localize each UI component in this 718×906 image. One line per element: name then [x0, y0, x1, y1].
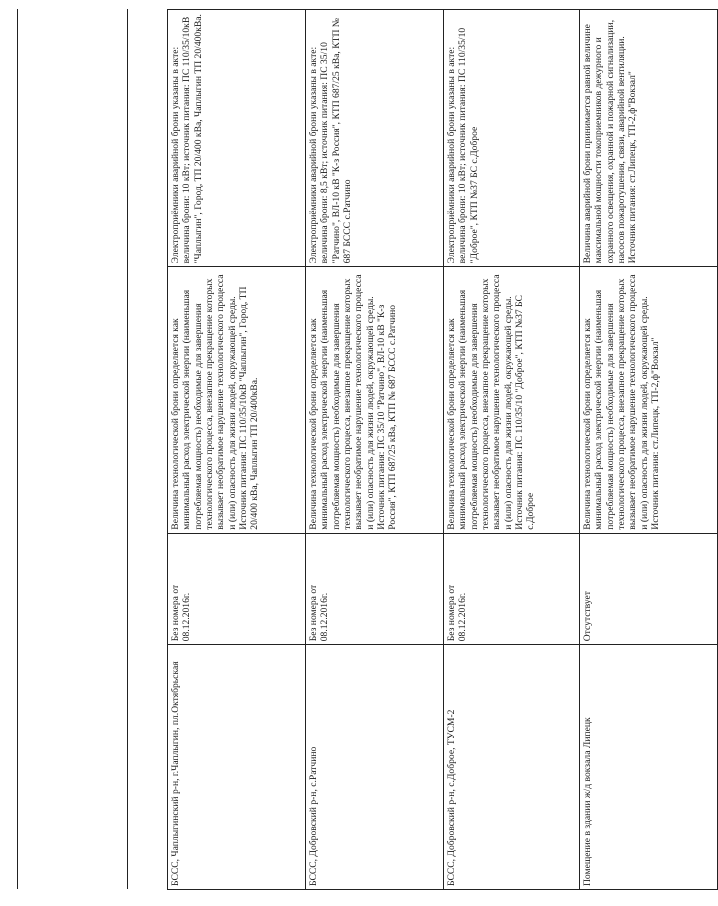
- table-row: [306, 10, 444, 890]
- tech-cell: [444, 267, 580, 533]
- tech-cell: [580, 267, 718, 533]
- emergency-text: Величина аварийной брони принимается равной величине максимальной мощности токоприемников дежурного и охранного освещения, охранной и пожарной сигнализации, насосов пожаротушения, связи, аварийной вентиляции. Источник питания: ст.Липецк, ТП-2,ф"Вокзал": [582, 19, 639, 264]
- table-row: [580, 10, 718, 890]
- object-cell: [444, 645, 580, 890]
- doc-text: Без номера от 08.12.2016г.: [446, 584, 469, 642]
- table-row: [128, 10, 168, 890]
- doc-cell: [18, 533, 128, 645]
- emergency-cell: [18, 10, 128, 267]
- reservation-table: [17, 9, 718, 890]
- object-text: БССС, Чаплыгинский р-н, г.Чаплыгин, пл.Октябрьская: [170, 661, 181, 886]
- doc-cell: [168, 533, 306, 645]
- emergency-cell: [306, 10, 444, 267]
- tech-cell: [18, 267, 128, 533]
- tech-text: Величина технологической брони определяется как минимальный расход электрической энергии (наименьшая потребляемая мощность) необходимые для завершения технологического процесса, внезапное прекращение которых вызывает необратимое нарушение технологического процесса и (или) опасность для жизни людей, окружающей среды. Источник питания: ст.Липецк, ТП-2,ф"Вокзал": [582, 274, 661, 530]
- doc-cell: [580, 533, 718, 645]
- rotated-table-container: [17, 9, 661, 890]
- emergency-text: Электроприёмники аварийной брони указаны в акте: величина брони: 8,5 кВт; источник питания: ПС 35/10 "Ратчино", ВЛ-10 кВ "К-з Россия", КТП 687/25 кВа, КТП № 687 БССС с.Ратчино: [308, 18, 353, 264]
- tech-cell: [306, 267, 444, 533]
- emergency-cell: [128, 10, 168, 267]
- tech-text: Величина технологической брони определяется как минимальный расход электрической энергии (наименьшая потребляемая мощность) необходимые для завершения технологического процесса, внезапное прекращение которых вызывает необратимое нарушение технологического процесса и (или) опасность для жизни людей, окружающей среды. Источник питания: ПС 110/35/10 "Доброе", КТП №37 БС с.Доброе: [446, 274, 537, 530]
- object-cell: [18, 645, 128, 890]
- table-row: [18, 10, 128, 890]
- doc-text: Без номера от 08.12.2016г.: [170, 584, 193, 642]
- doc-text: Без номера от 08.12.2016г.: [308, 584, 331, 642]
- doc-text: Отсутствует: [582, 591, 593, 642]
- object-cell: [168, 645, 306, 890]
- object-cell: [128, 645, 168, 890]
- object-cell: [306, 645, 444, 890]
- tech-text: Величина технологической брони определяется как минимальный расход электрической энергии (наименьшая потребляемая мощность) необходимые для завершения технологического процесса, внезапное прекращение которых вызывает необратимое нарушение технологического процесса и (или) опасность для жизни людей, окружающей среды. Источник питания: ПС 35/10 "Ратчино", ВЛ-10 кВ "К-з Россия", КТП 687/25 кВа, КТП № 687 БССС с.Ратчино: [308, 274, 399, 530]
- emergency-cell: [168, 10, 306, 267]
- object-text: Помещение в здании ж/д вокзала Липецк: [582, 717, 593, 886]
- tech-cell: [128, 267, 168, 533]
- emergency-cell: [580, 10, 718, 267]
- object-cell: [580, 645, 718, 890]
- object-text: БССС, Добровский р-н, с.Доброе, ТУСМ-2: [446, 709, 457, 886]
- doc-cell: [306, 533, 444, 645]
- object-text: БССС, Добровский р-н, с.Ратчино: [308, 746, 319, 886]
- doc-cell: [444, 533, 580, 645]
- tech-cell: [168, 267, 306, 533]
- emergency-text: Электроприёмники аварийной брони указаны в акте: величина брони: 10 кВт; источник питания: ПС 110/35/10кВ "Чаплыгин", Город, ТП 20/400 кВа, Чаплыгин ТП 20/400кВа.: [170, 14, 204, 264]
- doc-cell: [128, 533, 168, 645]
- emergency-text: Электроприёмники аварийной брони указаны в акте: величина брони: 10 кВт; источник питания: ПС 110/35/10 "Доброе", КТП №37 БС с.Доброе: [446, 27, 480, 264]
- emergency-cell: [444, 10, 580, 267]
- table-row: [168, 10, 306, 890]
- table-row: [444, 10, 580, 890]
- tech-text: Величина технологической брони определяется как минимальный расход электрической энергии (наименьшая потребляемая мощность) необходимые для завершения технологического процесса, внезапное прекращение которых вызывает необратимое нарушение технологического процесса и (или) опасность для жизни людей, окружающей среды. Источник питания: ПС 110/35/10кВ "Чаплыгин", Город, ТП 20/400 кВа, Чаплыгин ТП 20/400кВа.: [170, 274, 261, 530]
